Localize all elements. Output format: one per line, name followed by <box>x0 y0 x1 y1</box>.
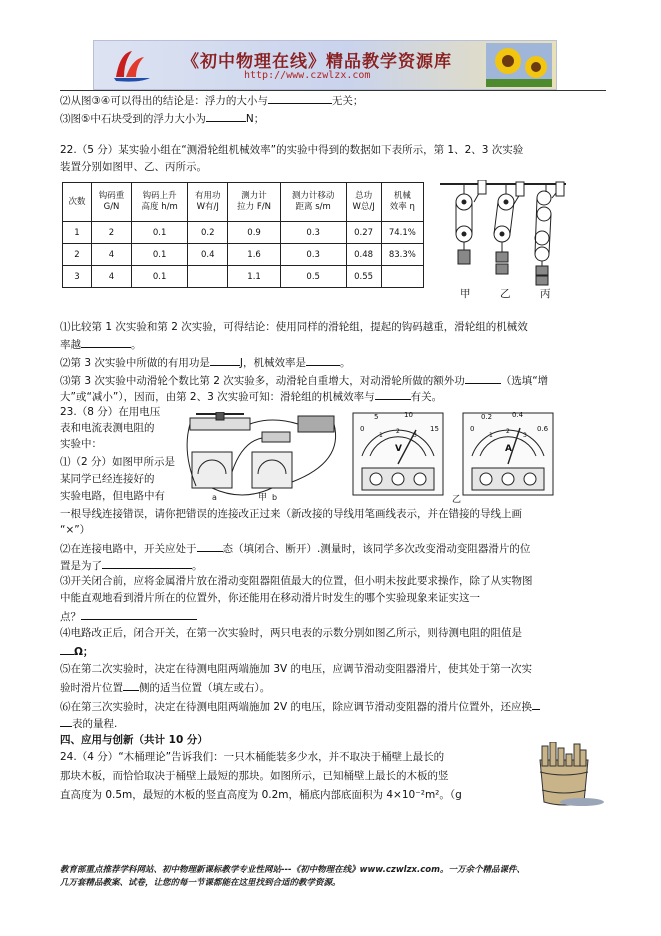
circuit-label-jia: 甲 <box>258 493 268 503</box>
q22-part2-text-b: J，机械效率是 <box>239 357 306 369</box>
q23-line-5: 某同学已经连接好的 <box>60 473 155 485</box>
q22-part2-text-a: ⑵第 3 次实验中所做的有用功是 <box>60 357 210 369</box>
pulley-systems-figure <box>438 180 568 298</box>
q21-text-2-end: 无关； <box>331 95 364 107</box>
table-cell: 0.3 <box>280 222 346 244</box>
q23-line-19-text: 表的量程. <box>72 718 118 730</box>
section-heading: 四、应用与创新（共计 10 分） <box>60 734 208 746</box>
ammeter-tick-06: 0.6 <box>537 425 549 433</box>
meters-label-yi: 乙 <box>452 495 462 505</box>
q22-part3-text-c: 大”或“减小”），因而，由第 2、3 次实验可知：滑轮组的机械效率与 <box>60 391 375 403</box>
figure-label-yi: 乙 <box>500 288 511 300</box>
answer-blank[interactable] <box>60 643 74 655</box>
q23-line-17-text-a: 验时滑片位置 <box>60 682 123 694</box>
table-cell: 0.4 <box>188 244 228 266</box>
table-header-cell: 测力计移动 距离 s/m <box>280 183 346 222</box>
ammeter-label: A <box>505 444 512 454</box>
answer-blank[interactable] <box>81 608 197 620</box>
table-cell[interactable] <box>188 266 228 288</box>
q23-line-9-text-a: ⑵在连接电路中，开关应处于 <box>60 543 197 555</box>
pulley-data-table <box>62 182 424 288</box>
table-cell: 0.5 <box>280 266 346 288</box>
q23-line-2: 表和电流表测电阻的 <box>60 422 155 434</box>
q23-line-10: 置是为了 。 <box>60 557 203 573</box>
q23-line-4: ⑴（2 分）如图甲所示是 <box>60 456 176 468</box>
answer-blank[interactable] <box>197 540 223 552</box>
q22-part1-b-text: 率越 <box>60 339 81 351</box>
q22-part3-text-b: （选填“增 <box>500 375 549 387</box>
q22-part2: ⑵第 3 次实验中所做的有用功是 J，机械效率是 。 <box>60 354 350 370</box>
voltmeter-label: V <box>395 444 402 454</box>
table-cell: 0.3 <box>280 244 346 266</box>
table-cell: 74.1% <box>381 222 423 244</box>
ammeter-tick-02: 0.2 <box>481 413 493 421</box>
q23-line-16: ⑸在第二次实验时，决定在待测电阻两端施加 3V 的电压，应调节滑动变阻器滑片，使其处于第一次实 <box>60 663 533 675</box>
q22-intro-2: 装置分别如图甲、乙、丙所示。 <box>60 161 207 173</box>
q22-part3-text-a: ⑶第 3 次实验中动滑轮个数比第 2 次实验多，动滑轮自重增大，对动滑轮所做的额外功 <box>60 375 465 387</box>
ammeter-tick-0: 0 <box>470 425 475 433</box>
table-header-cell: 次数 <box>63 183 92 222</box>
q23-line-9-text-b: 态（填闭合、断开）.测量时，该同学多次改变滑动变阻器滑片的位 <box>222 543 531 555</box>
table-cell: 0.55 <box>346 266 381 288</box>
table-cell: 1 <box>63 222 92 244</box>
sunflower-icon <box>486 43 552 87</box>
voltmeter-tick-10: 10 <box>404 411 413 419</box>
table-header-cell: 钩码重 G/N <box>92 183 132 222</box>
table-cell: 3 <box>63 266 92 288</box>
table-header-cell: 测力计 拉力 F/N <box>228 183 281 222</box>
q23-line-10-text: 置是为了 <box>60 560 102 572</box>
answer-blank[interactable] <box>465 372 501 384</box>
answer-blank[interactable] <box>60 715 72 727</box>
svg-text:b: b <box>272 493 278 502</box>
voltmeter-small-2: 2 <box>396 428 400 435</box>
answer-blank[interactable] <box>268 92 332 104</box>
table-header-cell: 钩码上升 高度 h/m <box>132 183 188 222</box>
answer-blank[interactable] <box>306 354 340 366</box>
answer-blank[interactable] <box>532 698 540 710</box>
table-row <box>63 244 424 266</box>
table-cell: 83.3% <box>381 244 423 266</box>
table-cell: 2 <box>63 244 92 266</box>
voltmeter-tick-0: 0 <box>360 425 365 433</box>
wooden-barrel-icon <box>530 742 606 808</box>
q23-line-18-text: ⑹在第三次实验时，决定在待测电阻两端施加 2V 的电压，除应调节滑动变阻器的滑片位置外，还应换 <box>60 701 533 713</box>
page-footer <box>60 864 525 890</box>
q23-line-12: 中能直观地看到滑片所在的位置外，你还能用在移动滑片时发生的哪个实验现象来证实这一 <box>60 592 480 604</box>
answer-blank[interactable] <box>206 110 246 122</box>
q23-line-17-text-b: 侧的适当位置（填左或右）。 <box>139 682 271 694</box>
table-cell: 2 <box>92 222 132 244</box>
q22-intro-1: 22.（5 分）某实验小组在“测滑轮组机械效率”的实验中得到的数据如下表所示，第 1、2、3 次实验 <box>60 144 524 156</box>
table-header-cell: 总功 W总/J <box>346 183 381 222</box>
q23-line-15-text: Ω； <box>74 646 94 658</box>
q23-line-15 <box>60 643 93 659</box>
answer-blank[interactable] <box>210 354 240 366</box>
q21-line-2 <box>60 92 363 108</box>
ammeter-small-2: 2 <box>506 428 510 435</box>
voltmeter-small-1: 1 <box>379 432 383 439</box>
table-cell: 4 <box>92 266 132 288</box>
answer-blank[interactable] <box>81 336 131 348</box>
table-row <box>63 222 424 244</box>
q22-part3-b <box>60 388 442 404</box>
q23-line-3: 实验中： <box>60 438 102 450</box>
q22-part1-a: ⑴比较第 1 次实验和第 2 次实验，可得结论：使用同样的滑轮组，提起的钩码越重，滑轮组的机械效 <box>60 321 528 333</box>
q22-part3-a <box>60 372 548 388</box>
svg-text:a: a <box>212 493 217 502</box>
footer-line-1: 教育部重点推荐学科网站、初中物理新课标教学专业性网站---《初中物理在线》www.czwlzx.com。一万余个精品课件、 <box>60 865 525 875</box>
q22-part1-b: 率越 。 <box>60 336 142 352</box>
answer-blank[interactable] <box>123 679 139 691</box>
header-banner <box>93 40 557 90</box>
table-cell: 0.9 <box>228 222 281 244</box>
q24-line-2: 那块木板，而恰恰取决于桶壁上最短的那块。如图所示，已知桶壁上最长的木板的竖 <box>60 770 449 782</box>
table-cell: 0.27 <box>346 222 381 244</box>
q21-line-3 <box>60 110 264 126</box>
ammeter-small-3: 3 <box>523 432 527 439</box>
table-header-row <box>63 183 424 222</box>
q24-line-1: 24.（4 分）“木桶理论”告诉我们：一只木桶能装多少水，并不取决于桶壁上最长的 <box>60 751 445 763</box>
q23-line-14: ⑷电路改正后，闭合开关，在第一次实验时，两只电表的示数分别如图乙所示，则待测电阻的阻值是 <box>60 627 522 639</box>
q21-text-2: ⑵从图③④可以得出的结论是：浮力的大小与 <box>60 95 268 107</box>
q23-line-8: “×”） <box>60 524 91 536</box>
table-cell: 4 <box>92 244 132 266</box>
voltmeter-tick-5: 5 <box>374 413 379 421</box>
ammeter-small-1: 1 <box>489 432 493 439</box>
q23-line-11: ⑶开关闭合前，应将金属滑片放在滑动变阻器阻值最大的位置，但小明未按此要求操作，除了从实物图 <box>60 575 533 587</box>
table-cell[interactable] <box>381 266 423 288</box>
table-cell: 0.1 <box>132 266 188 288</box>
answer-blank[interactable] <box>375 388 411 400</box>
voltmeter-tick-15: 15 <box>430 425 439 433</box>
q23-line-17 <box>60 679 270 695</box>
q23-line-6: 实验电路，但电路中有 <box>60 490 165 502</box>
table-row <box>63 266 424 288</box>
q24-line-3: 直高度为 0.5m，最短的木板的竖直高度为 0.2m，桶底内部底面积为 4×10⁻²m²。（g <box>60 789 462 801</box>
site-logo-icon <box>110 47 156 83</box>
table-cell: 1.1 <box>228 266 281 288</box>
answer-blank[interactable] <box>102 557 192 569</box>
q22-part3-text-d: 有关。 <box>410 391 443 403</box>
ammeter-tick-04: 0.4 <box>512 411 524 419</box>
figure-label-bing: 丙 <box>540 288 551 300</box>
table-cell: 0.1 <box>132 244 188 266</box>
table-cell: 0.1 <box>132 222 188 244</box>
table-cell: 0.2 <box>188 222 228 244</box>
table-cell: 1.6 <box>228 244 281 266</box>
q23-line-9 <box>60 540 530 556</box>
figure-label-jia: 甲 <box>460 288 471 300</box>
table-cell: 0.48 <box>346 244 381 266</box>
q21-text-3: ⑶图⑤中石块受到的浮力大小为 <box>60 113 206 125</box>
header-rule <box>60 90 606 91</box>
banner-url[interactable]: http://www.czwlzx.com <box>244 70 371 81</box>
q23-line-1: 23.（8 分）在用电压 <box>60 406 161 418</box>
q21-text-3-end: N； <box>245 113 265 125</box>
footer-line-2: 几万套精品教案、试卷，让您的每一节课都能在这里找到合适的教学资源。 <box>60 878 341 888</box>
q23-line-18 <box>60 698 540 714</box>
q23-line-13-text: 点？ <box>60 611 81 623</box>
q23-line-19 <box>60 715 117 731</box>
voltmeter-small-3: 3 <box>413 432 417 439</box>
table-header-cell: 有用功 W有/J <box>188 183 228 222</box>
table-header-cell: 机械 效率 η <box>381 183 423 222</box>
banner-title: 《初中物理在线》精品教学资源库 <box>182 52 452 72</box>
q23-line-13 <box>60 608 197 624</box>
q23-line-7: 一根导线连接错误，请你把错误的连接改正过来（新改接的导线用笔画线表示，并在错接的导线上画 <box>60 508 522 520</box>
